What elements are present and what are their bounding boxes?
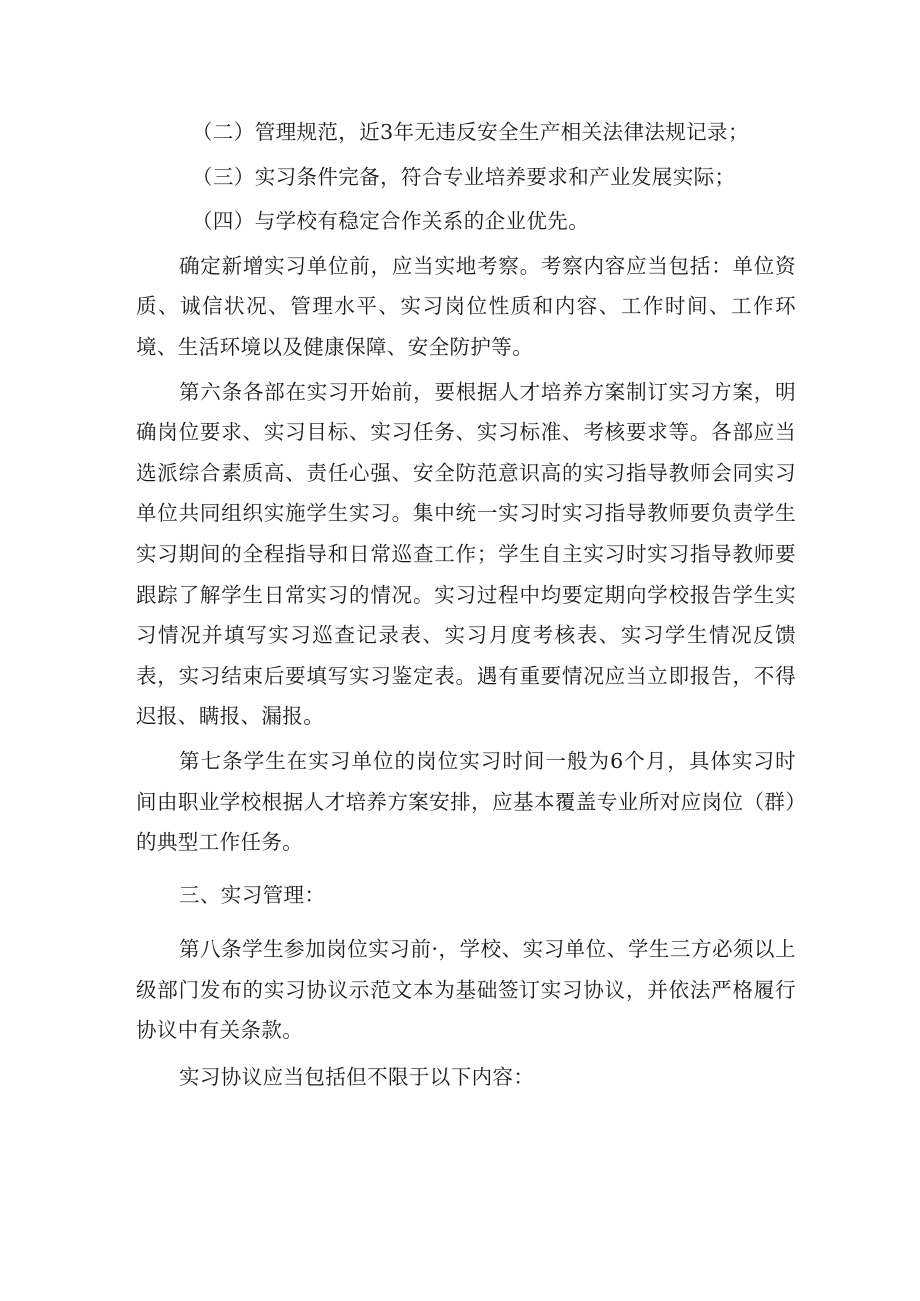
paragraph-criterion-4: （四）与学校有稳定合作关系的企业优先。: [192, 209, 590, 234]
paragraph-article-7: 第七条学生在实习单位的岗位实习时间一般为6个月，具体实习时间由职业学校根据人才培养方案安排，应基本覆盖专业所对应岗位（群）的典型工作任务。: [136, 748, 796, 855]
paragraph-site-inspection: 确定新增实习单位前，应当实地考察。考察内容应当包括：单位资质、诚信状况、管理水平、实习岗位性质和内容、工作时间、工作环境、生活环境以及健康保障、安全防护等。: [136, 253, 796, 359]
paragraph-criterion-3: （三）实习条件完备，符合专业培养要求和产业发展实际；: [192, 164, 736, 189]
paragraph-article-8: 第八条学生参加岗位实习前·，学校、实习单位、学生三方必须以上级部门发布的实习协议示范文本为基础签订实习协议，并依法严格履行协议中有关条款。: [136, 937, 796, 1043]
document-body: [136, 112, 796, 1098]
paragraph-criterion-2: （二）管理规范，近3年无违反安全生产相关法律法规记录；: [192, 120, 749, 144]
paragraph-article-6: 第六条各部在实习开始前，要根据人才培养方案制订实习方案，明确岗位要求、实习目标、实习任务、实习标准、考核要求等。各部应当选派综合素质高、责任心强、安全防范意识高的实习指导教师会同实习单位共同组织实施学生实习。集中统一实习时实习指导教师要负责学生实习期间的全程指导和日常巡查工作；学生自主实习时实习指导教师要跟踪了解学生日常实习的情况。实习过程中均要定期向学校报告学生实习情况并填写实习巡查记录表、实习月度考核表、实习学生情况反馈表，实习结束后要填写实习鉴定表。遇有重要情况应当立即报告，不得迟报、瞒报、漏报。: [136, 379, 796, 729]
paragraph-section-3-heading: 三、实习管理：: [179, 882, 326, 907]
paragraph-agreement-content: 实习协议应当包括但不限于以下内容：: [179, 1065, 535, 1090]
